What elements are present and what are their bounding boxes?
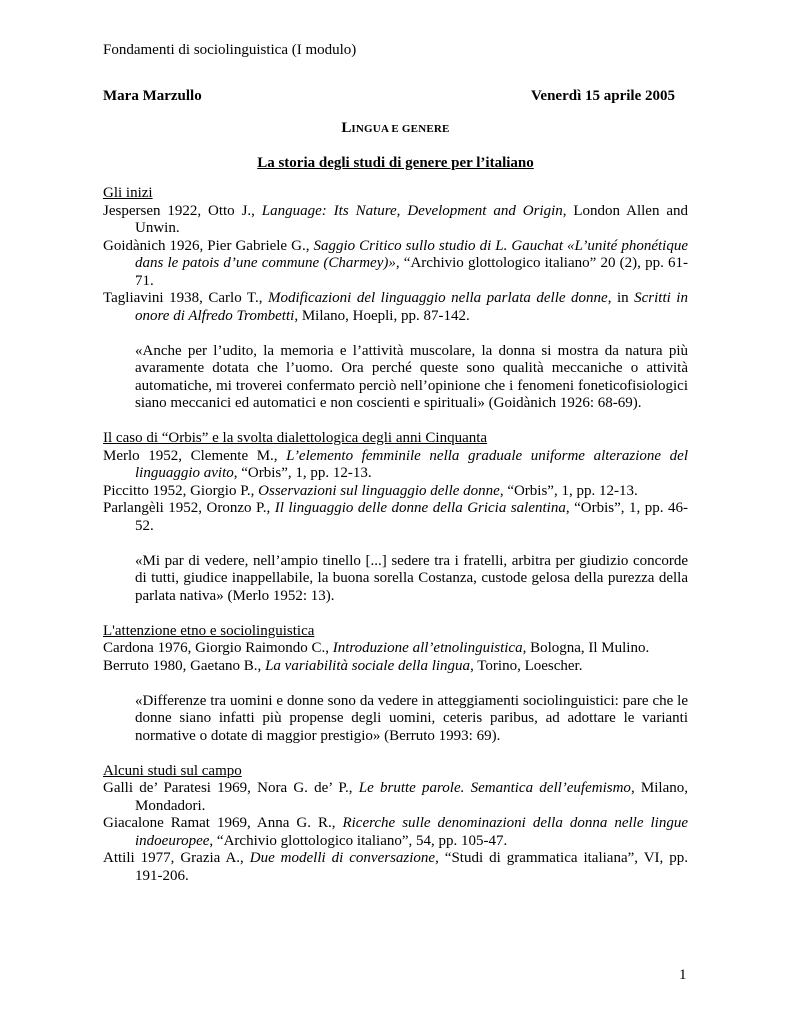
reference-entry: Galli de’ Paratesi 1969, Nora G. de’ P., Le brutte parole. Semantica dell’eufemismo, Milano, Mondadori.	[103, 780, 688, 814]
topic-rest: INGUA E GENERE	[351, 123, 450, 135]
reference-entry: Tagliavini 1938, Carlo T., Modificazioni del linguaggio nella parlata delle donne, in Scritti in onore di Alfredo Trombetti, Milano, Hoepli, pp. 87-142.	[103, 290, 688, 324]
block-quote: «Differenze tra uomini e donne sono da vedere in atteggiamenti sociolinguistici: pare che le donne siano infatti più propense degli uomini, ceteris paribus, ad adottare le varianti normative o dotate di maggior prestigio» (Berruto 1993: 69).	[135, 692, 688, 744]
block-quote: «Anche per l’udito, la memoria e l’attività muscolare, la donna si mostra da natura più avaramente dotata che l’uomo. Ora perché queste sono qualità meccaniche o attività automatiche, mi troverei confermato perciò nell’opinione che i fenomeni foneticofisiologici siano meccanici ed automatici e non coscienti e spirituali» (Goidànich 1926: 68-69).	[135, 342, 688, 411]
reference-entry: Cardona 1976, Giorgio Raimondo C., Introduzione all’etnolinguistica, Bologna, Il Mulino.	[103, 640, 650, 656]
document-title: La storia degli studi di genere per l’italiano	[257, 155, 534, 171]
reference-entry: Goidànich 1926, Pier Gabriele G., Saggio Critico sullo studio di L. Gauchat «L’unité phonétique dans le patois d’une commune (Charmey)», “Archivio glottologico italiano” 20 (2), pp. 61-71.	[103, 237, 689, 289]
section-etno-sociolinguistica	[103, 623, 688, 746]
reference-entry: Piccitto 1952, Giorgio P., Osservazioni sul linguaggio delle donne, “Orbis”, 1, pp. 12-13.	[103, 482, 638, 499]
block-quote: «Mi par di vedere, nell’ampio tinello [...] sedere tra i fratelli, arbitra per giudizio concorde di tutti, giudice inappellabile, la buona sorella Costanza, custode gelosa della purezza della parlata nativa» (Merlo 1952: 13).	[135, 552, 688, 604]
reference-entry: Merlo 1952, Clemente M., L’elemento femminile nella graduale uniforme alterazione del linguaggio avito, “Orbis”, 1, pp. 12-13.	[103, 447, 688, 481]
section-heading: L'attenzione etno e sociolinguistica	[103, 622, 315, 639]
page-number: 1	[679, 967, 687, 983]
section-heading: Alcuni studi sul campo	[103, 762, 242, 779]
section-studi-sul-campo	[103, 763, 688, 886]
reference-entry: Jespersen 1922, Otto J., Language: Its Nature, Development and Origin, London Allen and Unwin.	[103, 202, 688, 236]
author-name: Mara Marzullo	[103, 88, 202, 104]
section-heading: Gli inizi	[103, 185, 153, 201]
reference-entry: Giacalone Ramat 1969, Anna G. R., Ricerche sulle denominazioni della donna nelle lingue indoeuropee, “Archivio glottologico italiano”, 54, pp. 105-47.	[103, 815, 688, 849]
reference-entry: Parlangèli 1952, Oronzo P., Il linguaggio delle donne della Gricia salentina, “Orbis”, 1, pp. 46-52.	[103, 500, 688, 534]
author-date-row	[103, 86, 675, 106]
reference-entry: Berruto 1980, Gaetano B., La variabilità sociale della lingua, Torino, Loescher.	[103, 657, 583, 674]
reference-entry: Attili 1977, Grazia A., Due modelli di conversazione, “Studi di grammatica italiana”, VI, pp. 191-206.	[103, 850, 688, 884]
section-heading: Il caso di “Orbis” e la svolta dialettologica degli anni Cinquanta	[103, 430, 488, 446]
section-gli-inizi	[103, 185, 688, 413]
course-header: Fondamenti di sociolinguistica (I modulo)	[103, 42, 357, 58]
topic-heading	[0, 118, 791, 139]
section-orbis	[103, 430, 688, 605]
document-body	[103, 185, 688, 885]
topic-first-letter: L	[341, 120, 352, 136]
lecture-date: Venerdì 15 aprile 2005	[530, 88, 675, 104]
